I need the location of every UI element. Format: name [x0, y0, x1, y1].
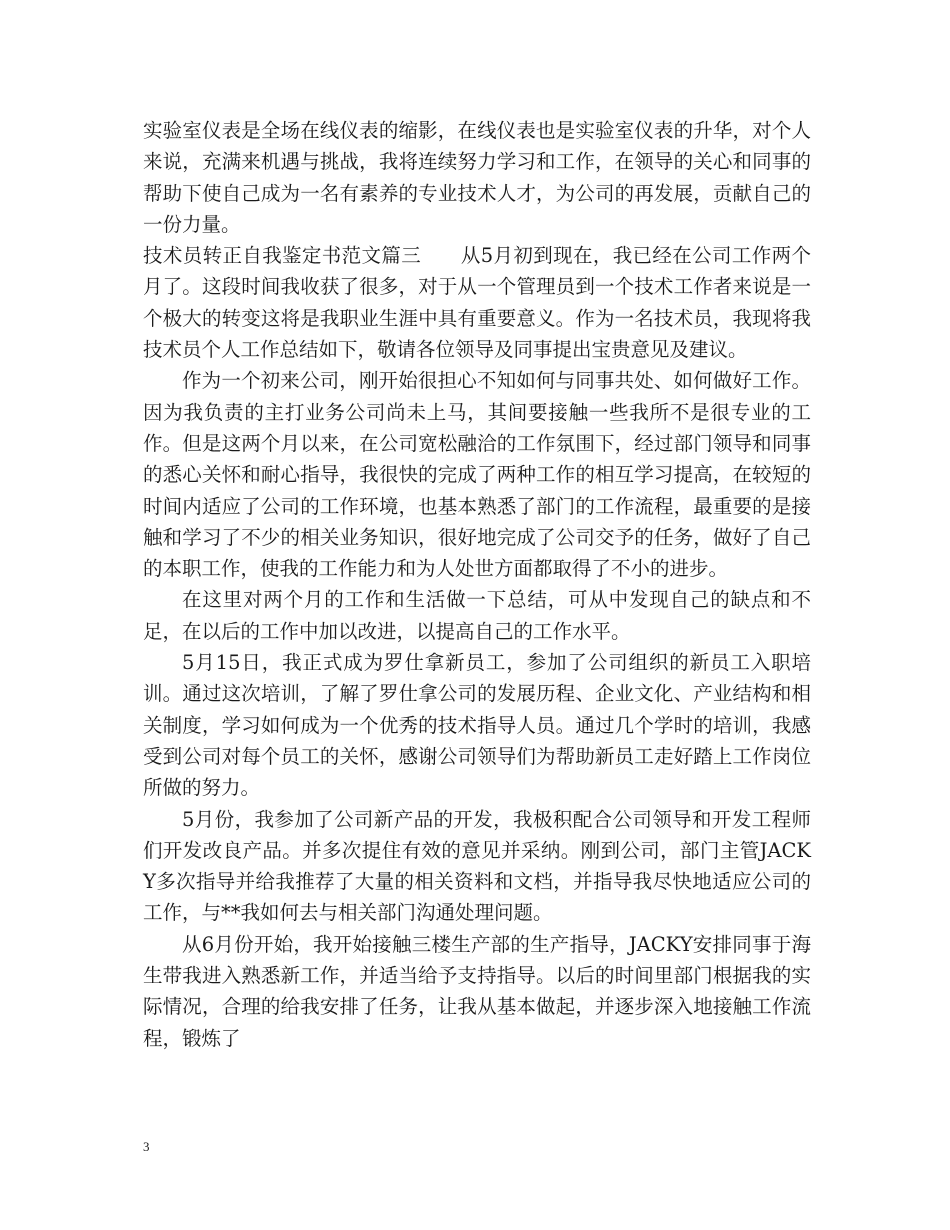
paragraph-6: 5月份，我参加了公司新产品的开发，我极积配合公司领导和开发工程师们开发改良产品。并多次提住有效的意见并采纳。刚到公司，部门主管JACKY多次指导并给我推荐了大量的相关资料和文档，并指导我尽快地适应公司的工作，与**我如何去与相关部门沟通处理问题。 [143, 807, 811, 925]
paragraph-7: 从6月份开始，我开始接触三楼生产部的生产指导，JACKY安排同事于海生带我进入熟悉新工作，并适当给予支持指导。以后的时间里部门根据我的实际情况，合理的给我安排了任务，让我从基本做起，并逐步深入地接触工作流程，锻炼了 [143, 932, 811, 1050]
paragraph-2: 技术员转正自我鉴定书范文篇三 从5月初到现在，我已经在公司工作两个月了。这段时间我收获了很多，对于从一个管理员到一个技术工作者来说是一个极大的转变这将是我职业生涯中具有重要意义。作为一名技术员，我现将我技术员个人工作总结如下，敬请各位领导及同事提出宝贵意见及建议。 [143, 244, 811, 362]
document-body [143, 115, 811, 1054]
paragraph-3: 作为一个初来公司，刚开始很担心不知如何与同事共处、如何做好工作。因为我负责的主打业务公司尚未上马，其间要接触一些我所不是很专业的工作。但是这两个月以来，在公司宽松融洽的工作氛围下，经过部门领导和同事的悉心关怀和耐心指导，我很快的完成了两种工作的相互学习提高，在较短的时间内适应了公司的工作环境，也基本熟悉了部门的工作流程，最重要的是接触和学习了不少的相关业务知识，很好地完成了公司交予的任务，做好了自己的本职工作，使我的工作能力和为人处世方面都取得了不小的进步。 [143, 369, 811, 581]
page-number: 3 [143, 1139, 150, 1154]
paragraph-4: 在这里对两个月的工作和生活做一下总结，可从中发现自己的缺点和不足，在以后的工作中加以改进，以提高自己的工作水平。 [143, 588, 811, 643]
paragraph-5: 5月15日，我正式成为罗仕拿新员工，参加了公司组织的新员工入职培训。通过这次培训，了解了罗仕拿公司的发展历程、企业文化、产业结构和相关制度，学习如何成为一个优秀的技术指导人员。通过几个学时的培训，我感受到公司对每个员工的关怀，感谢公司领导们为帮助新员工走好踏上工作岗位所做的努力。 [143, 651, 811, 800]
paragraph-1: 实验室仪表是全场在线仪表的缩影，在线仪表也是实验室仪表的升华，对个人来说，充满来机遇与挑战，我将连续努力学习和工作，在领导的关心和同事的帮助下使自己成为一名有素养的专业技术人才，为公司的再发展，贡献自己的一份力量。 [143, 119, 811, 236]
